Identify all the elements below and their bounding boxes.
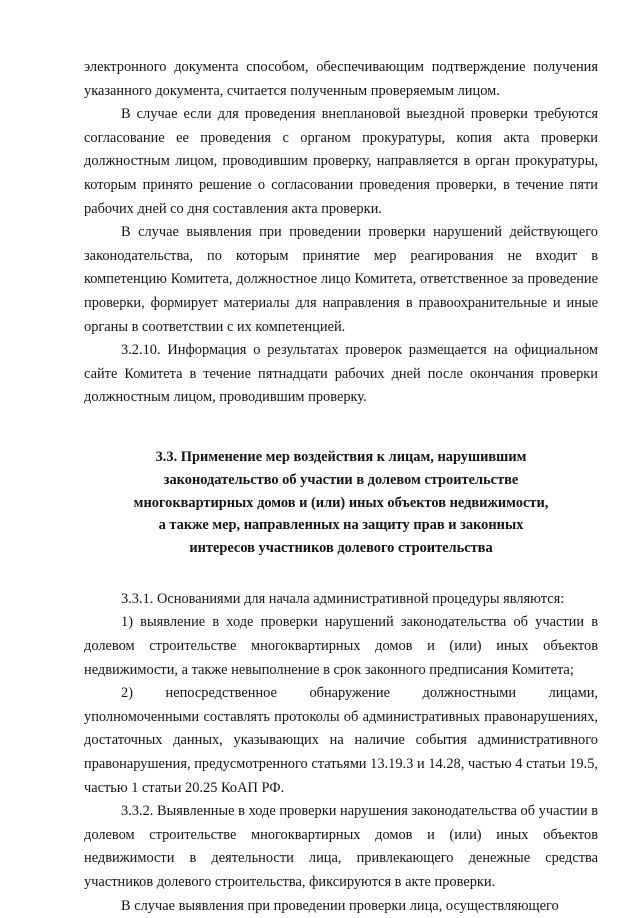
paragraph-5: 3.3.1. Основаниями для начала административной процедуры являются: bbox=[121, 590, 565, 607]
document-page bbox=[84, 56, 598, 918]
section-heading bbox=[84, 446, 598, 560]
section-heading-line-1: 3.3. Применение мер воздействия к лицам, нарушившим bbox=[155, 448, 527, 465]
paragraph-6: 1) выявление в ходе проверки нарушений законодательства об участии в долевом строительстве многоквартирных домов и (или) иных объектов недвижимости, а также невыполнение в срок законного предписания Комитета; bbox=[84, 614, 598, 678]
paragraph-1: электронного документа способом, обеспечивающим подтверждение получения указанного документа, считается полученным проверяемым лицом. bbox=[84, 59, 598, 99]
section-heading-line-2: законодательство об участии в долевом строительстве bbox=[163, 471, 519, 488]
paragraph-4: 3.2.10. Информация о результатах проверок размещается на официальном сайте Комитета в течение пятнадцати рабочих дней после окончания проверки должностным лицом, проводившим проверку. bbox=[84, 342, 598, 406]
paragraph-8: 3.3.2. Выявленные в ходе проверки нарушения законодательства об участии в долевом строительстве многоквартирных домов и (или) иных объектов недвижимости в деятельности лица, привлекающего денежные средства участников долевого строительства, фиксируются в акте проверки. bbox=[84, 803, 598, 891]
paragraph-2: В случае если для проведения внеплановой выездной проверки требуются согласование ее проведения с органом прокуратуры, копия акта проверки должностным лицом, проводившим проверку, направляется в орган прокуратуры, которым принято решение о согласовании проведения проверки, в течение пяти рабочих дней со дня составления акта проверки. bbox=[84, 106, 598, 217]
paragraph-7: 2) непосредственное обнаружение должностными лицами, уполномоченными составлять протоколы об административных правонарушениях, достаточных данных, указывающих на наличие события административного правонарушения, предусмотренного статьями 13.19.3 и 14.28, частью 4 статьи 19.5, частью 1 статьи 20.25 КоАП РФ. bbox=[84, 685, 598, 796]
section-heading-line-5: интересов участников долевого строительства bbox=[189, 540, 493, 557]
paragraph-3: В случае выявления при проведении проверки нарушений действующего законодательства, по которым принятие мер реагирования не входит в компетенцию Комитета, должностное лицо Комитета, ответственное за проведение проверки, формирует материалы для направления в правоохранительные и иные органы в соответствии с их компетенцией. bbox=[84, 224, 598, 335]
section-heading-line-3: многоквартирных домов и (или) иных объектов недвижимости, bbox=[133, 494, 549, 511]
section-heading-line-4: а также мер, направленных на защиту прав и законных bbox=[158, 517, 524, 534]
paragraph-9: В случае выявления при проведении проверки лица, осуществляющего bbox=[121, 897, 559, 914]
